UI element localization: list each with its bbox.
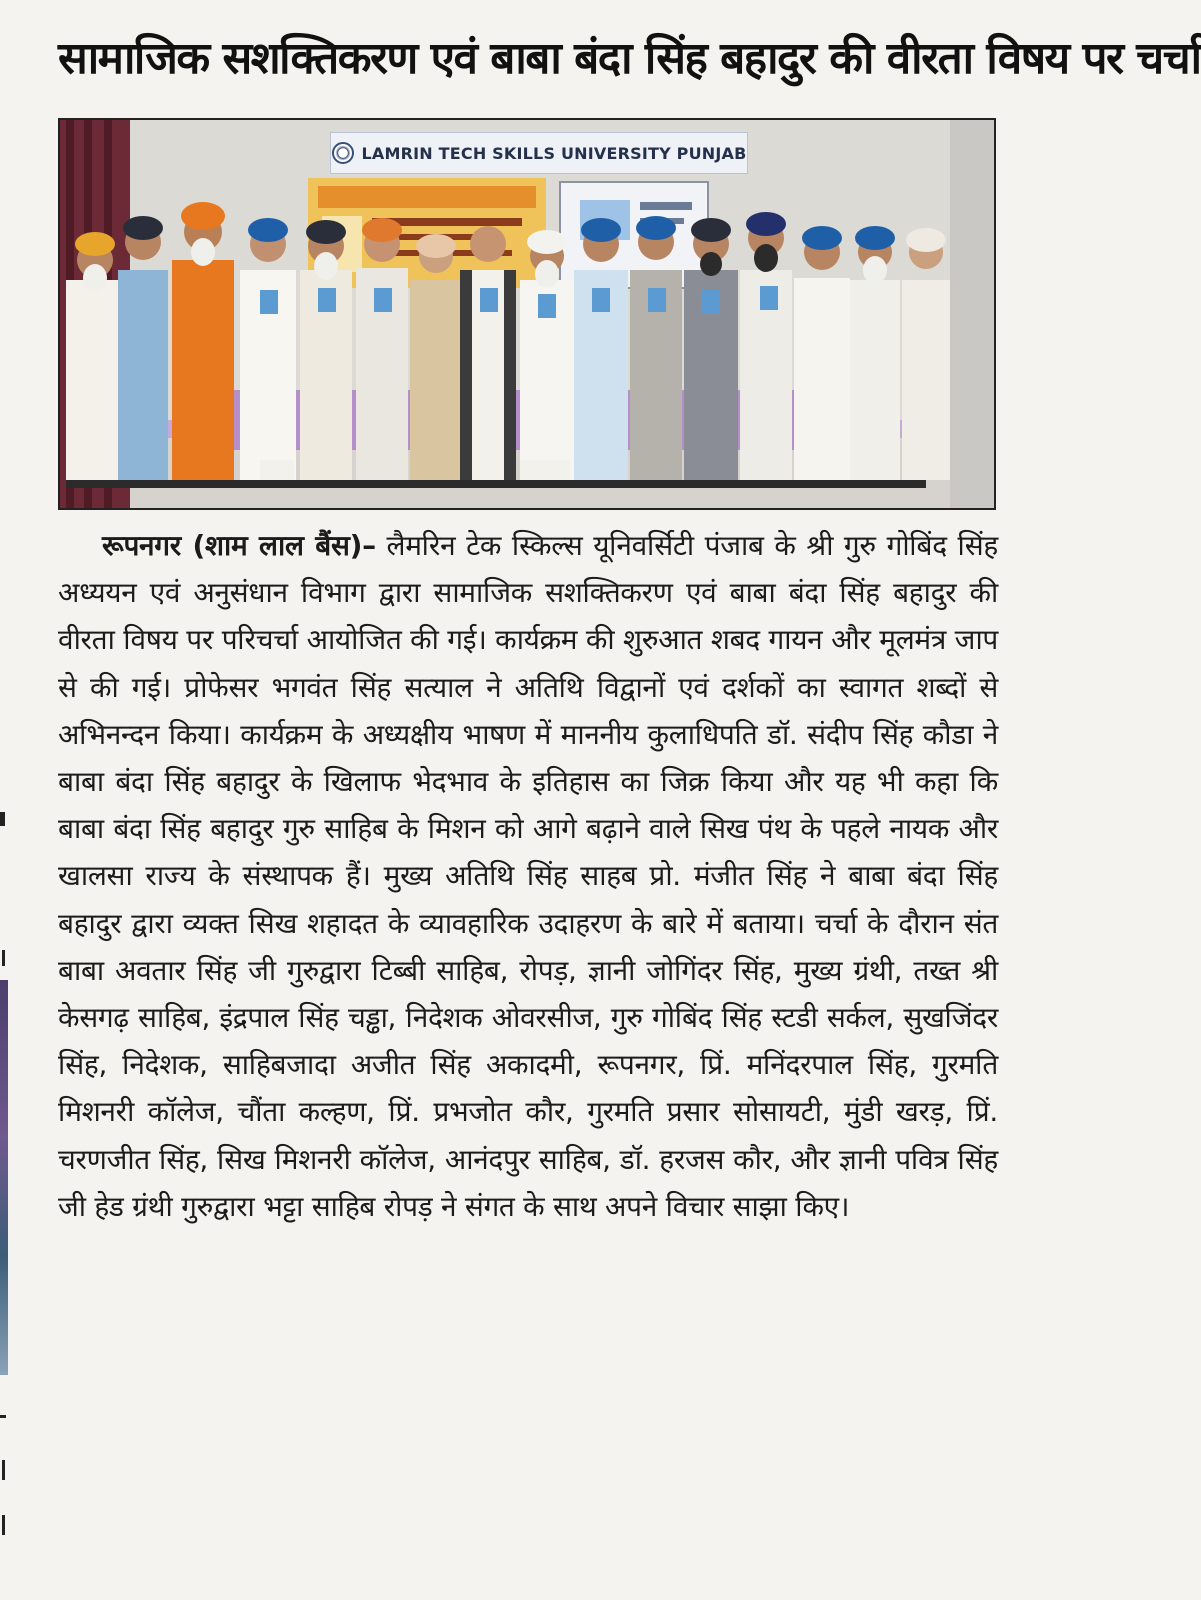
event-photo-illustration xyxy=(60,120,994,508)
university-banner-text: LAMRIN TECH SKILLS UNIVERSITY PUNJAB xyxy=(361,143,747,163)
adjacent-text-fragment xyxy=(0,1415,6,1418)
adjacent-text-fragment xyxy=(2,950,5,966)
dateline: रूपनगर (शाम लाल बैंस)– xyxy=(102,529,376,562)
university-logo-icon xyxy=(332,142,354,164)
adjacent-text-fragment xyxy=(2,1460,5,1480)
news-photo xyxy=(58,118,996,510)
article-text: लैमरिन टेक स्किल्स यूनिवर्सिटी पंजाब के श्री गुरु गोबिंद सिंह अध्ययन एवं अनुसंधान विभाग द्वारा सामाजिक सशक्तिकरण एवं बाबा बंदा सिंह बहादुर की वीरता विषय पर परिचर्चा आयोजित की गई। कार्यक्रम की शुरुआत शबद गायन और मूलमंत्र जाप से की गई। प्रोफेसर भगवंत सिंह सत्याल ने अतिथि विद्वानों एवं दर्शकों का स्वागत शब्दों से अभिनन्दन किया। कार्यक्रम के अध्यक्षीय भाषण में माननीय कुलाधिपति डॉ. संदीप सिंह कौडा ने बाबा बंदा सिंह बहादुर के खिलाफ भेदभाव के इतिहास का जिक्र किया और यह भी कहा कि बाबा बंदा सिंह बहादुर गुरु साहिब के मिशन को आगे बढ़ाने वाले सिख पंथ के पहले नायक और खालसा राज्य के संस्थापक हैं। मुख्य अतिथि सिंह साहब प्रो. मंजीत सिंह ने बाबा बंदा सिंह बहादुर द्वारा व्यक्त सिख शहादत के व्यावहारिक उदाहरण के बारे में बताया। चर्चा के दौरान संत बाबा अवतार सिंह जी गुरुद्वारा टिब्बी साहिब, रोपड़, ज्ञानी जोगिंदर सिंह, मुख्य ग्रंथी, तख्त श्री केसगढ़ साहिब, इंद्रपाल सिंह चड्ढा, निदेशक ओवरसीज, गुरु गोबिंद सिंह स्टडी सर्कल, सुखजिंदर सिंह, निदेशक, साहिबजादा अजीत सिंह अकादमी, रूपनगर, प्रिं. मनिंदरपाल सिंह, गुरमति मिशनरी कॉलेज, चौंता कल्हण, प्रिं. प्रभजोत कौर, गुरमति प्रसार सोसायटी, मुंडी खरड़, प्रिं. चरणजीत सिंह, सिख मिशनरी कॉलेज, आनंदपुर साहिब, डॉ. हरजस कौर, और ज्ञानी पवित्र सिंह जी हेड ग्रंथी गुरुद्वारा भट्टा साहिब रोपड़ ने संगत के साथ अपने विचार साझा किए। xyxy=(58,529,998,1223)
adjacent-text-fragment xyxy=(2,1515,5,1535)
adjacent-photo-edge xyxy=(0,980,8,1375)
article-body xyxy=(58,522,998,1230)
adjacent-text-fragment xyxy=(0,812,5,826)
adjacent-column-edge xyxy=(0,0,40,1600)
university-banner xyxy=(330,132,748,174)
headline: सामाजिक सशक्तिकरण एवं बाबा बंदा सिंह बहादुर की वीरता विषय पर चर्चा xyxy=(58,33,1201,84)
